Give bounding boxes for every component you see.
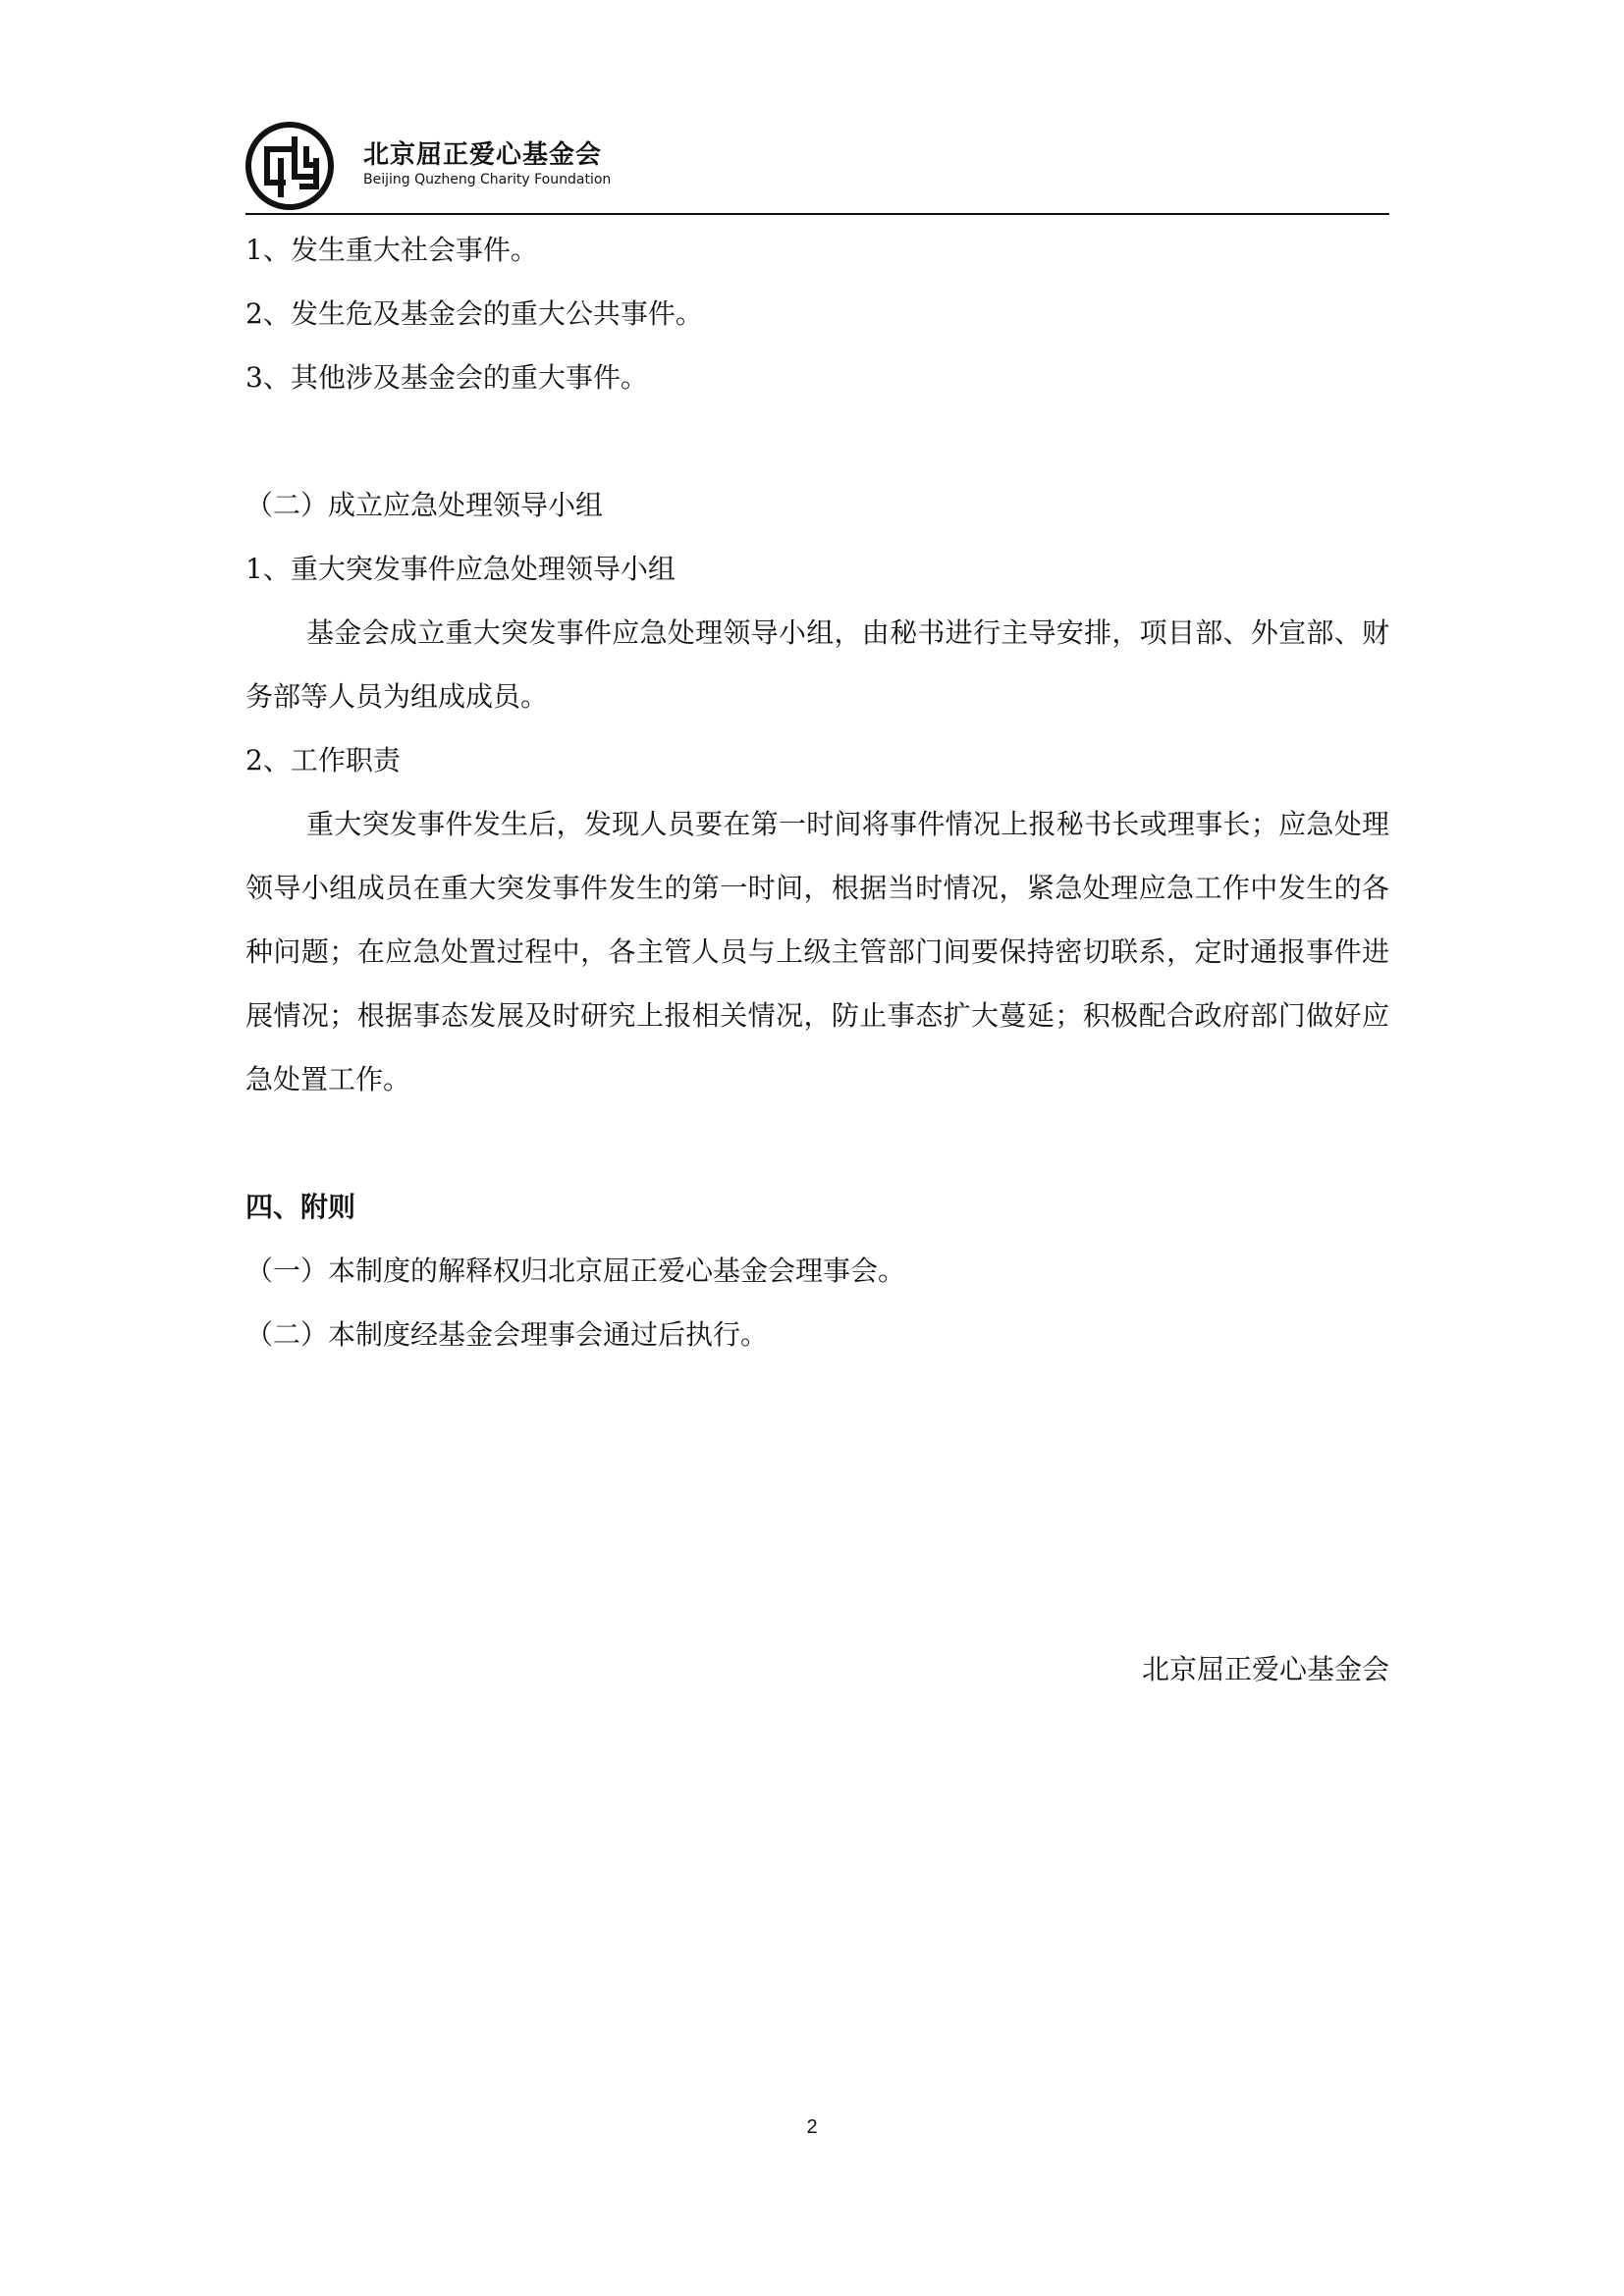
- chapter-heading: 四、附则: [245, 1191, 356, 1223]
- logo-text: [363, 139, 611, 188]
- spacer: [245, 1111, 1389, 1175]
- page-header: [245, 116, 1389, 214]
- page-number: 2: [806, 2116, 818, 2138]
- signature: 北京屈正爱心基金会: [1141, 1653, 1389, 1685]
- list-item: （一）本制度的解释权归北京屈正爱心基金会理事会。: [245, 1255, 906, 1287]
- list-item: （二）本制度经基金会理事会通过后执行。: [245, 1318, 769, 1351]
- section-title: （二）成立应急处理领导小组: [245, 489, 604, 521]
- org-name-en: Beijing Quzheng Charity Foundation: [363, 172, 612, 187]
- foundation-logo-icon: [245, 122, 334, 210]
- list-item: 3、其他涉及基金会的重大事件。: [245, 361, 648, 394]
- list-item: 2、发生危及基金会的重大公共事件。: [245, 297, 703, 330]
- paragraph: 重大突发事件发生后，发现人员要在第一时间将事件情况上报秘书长或理事长；应急处理领导小组成员在重大突发事件发生的第一时间，根据当时情况，紧急处理应急工作中发生的各种问题；在应急处置过程中，各主管人员与上级主管部门间要保持密切联系，定时通报事件进展情况；根据事态发展及时研究上报相关情况，防止事态扩大蔓延；积极配合政府部门做好应急处置工作。: [245, 808, 1389, 1095]
- subsection-title: 2、工作职责: [245, 744, 401, 776]
- paragraph: 基金会成立重大突发事件应急处理领导小组，由秘书进行主导安排，项目部、外宣部、财务部等人员为组成成员。: [245, 616, 1389, 713]
- spacer: [245, 409, 1389, 473]
- header-divider: [245, 213, 1389, 215]
- document-body: [245, 218, 1389, 1366]
- list-item: 1、发生重大社会事件。: [245, 234, 538, 266]
- org-name-cn: 北京屈正爱心基金会: [363, 140, 603, 170]
- subsection-title: 1、重大突发事件应急处理领导小组: [245, 553, 676, 585]
